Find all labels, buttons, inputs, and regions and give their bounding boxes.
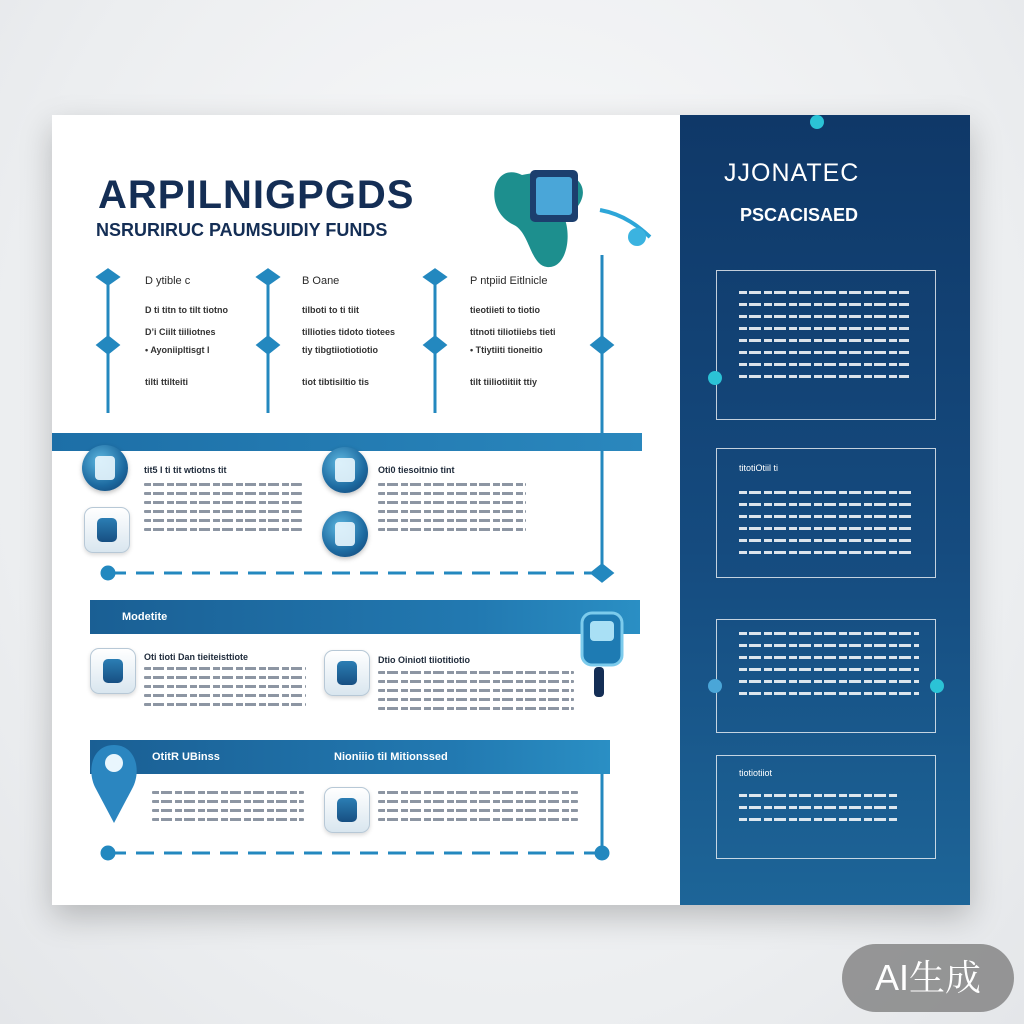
shield-icon	[82, 445, 128, 491]
right-subtitle: PSCACISAED	[740, 205, 859, 225]
column-2-line: tiot tibtisiltio tis	[302, 377, 369, 387]
robot-globe-icon	[494, 170, 650, 267]
pin-icon	[86, 741, 156, 831]
row3-item1-text	[152, 791, 304, 827]
section-band-models	[90, 600, 640, 634]
diamond-marker	[258, 270, 278, 284]
row3-item2-text	[378, 791, 578, 827]
diamond-marker	[592, 337, 612, 353]
info-panel-2	[716, 448, 936, 578]
accent-dot	[810, 115, 824, 129]
info-panel-4-head: tiotiotiiot	[739, 768, 773, 778]
row2-item1-text	[144, 667, 306, 712]
section-band-label: Modetite	[122, 611, 168, 623]
column-3-line: titnoti tiliotiiebs tieti	[470, 327, 556, 337]
info-panel-2-text	[739, 491, 911, 563]
row1-item2-head: Oti0 tiesoitnio tint	[378, 465, 455, 475]
diamond-marker	[592, 565, 612, 581]
phone-icon	[324, 787, 370, 833]
row2-item2-head: Dtio Oiniotl tiiotitiotio	[378, 655, 470, 665]
left-panel	[52, 115, 680, 905]
column-3-line: tieotiieti to tiotio	[470, 305, 540, 315]
row1-item1-head: tit5 I ti tit wtiotns tit	[144, 465, 227, 475]
column-3-line: tilt tiiliotiitiit ttiy	[470, 377, 537, 387]
accent-dot	[708, 679, 722, 693]
info-panel-4	[716, 755, 936, 859]
section-band-business	[90, 740, 610, 774]
lock-icon	[90, 648, 136, 694]
section-band-label-a: OtitR UBinss	[152, 751, 220, 763]
robot-icon	[574, 607, 634, 702]
column-2-line: tilboti to ti tiit	[302, 305, 359, 315]
column-3-line: • Ttiytiiti tioneitio	[470, 345, 543, 355]
info-panel-1	[716, 270, 936, 420]
accent-dot	[930, 679, 944, 693]
diamond-marker	[98, 337, 118, 353]
node-dot	[102, 567, 114, 579]
column-2-line: tillioties tidoto tiotees	[302, 327, 396, 337]
node-dot	[102, 847, 114, 859]
diamond-marker	[425, 337, 445, 353]
info-panel-4-text	[739, 794, 899, 830]
row1-item2-text	[378, 483, 526, 537]
document-icon	[84, 507, 130, 553]
accent-dot	[708, 371, 722, 385]
column-3-head: P ntpiid Eitlnicle	[470, 275, 548, 287]
right-panel	[680, 115, 970, 905]
info-panel-3	[716, 619, 936, 733]
main-subtitle: NSRURIRUC PAUMSUIDIY FUNDS	[96, 220, 388, 240]
info-panel-1-text	[739, 291, 909, 387]
row2-item1-head: Oti tioti Dan tieiteisttiote	[144, 652, 249, 662]
infographic-sheet	[52, 115, 970, 905]
main-title: ARPILNIGPGDS	[98, 173, 415, 217]
section-band-label-b: Nioniiio tiI Mitionssed	[334, 751, 448, 763]
column-1-line: tilti ttilteiti	[145, 377, 188, 387]
ai-generated-watermark: AI生成	[842, 944, 1014, 1012]
diamond-marker	[98, 270, 118, 284]
column-2-line: tiy tibgtiiotiotiotio	[302, 345, 378, 355]
column-2-head: B Oane	[302, 275, 340, 287]
info-panel-3-text	[739, 632, 919, 704]
info-panel-2-head: titotiOtiil ti	[739, 463, 779, 473]
right-title: JJONATEC	[724, 159, 860, 187]
column-1-head: D ytible c	[145, 275, 191, 287]
column-1-line: • Ayoniipltisgt l	[145, 345, 210, 355]
search-icon	[322, 447, 368, 493]
column-1-line: D ti titn to tilt tiotno	[145, 305, 228, 315]
column-1-line: D’i Ciilt tiiliotnes	[145, 327, 216, 337]
row1-item1-text	[144, 483, 302, 537]
user-icon	[324, 650, 370, 696]
diamond-marker	[258, 337, 278, 353]
diamond-marker	[425, 270, 445, 284]
row2-item2-text	[378, 671, 574, 716]
chat-icon	[322, 511, 368, 557]
